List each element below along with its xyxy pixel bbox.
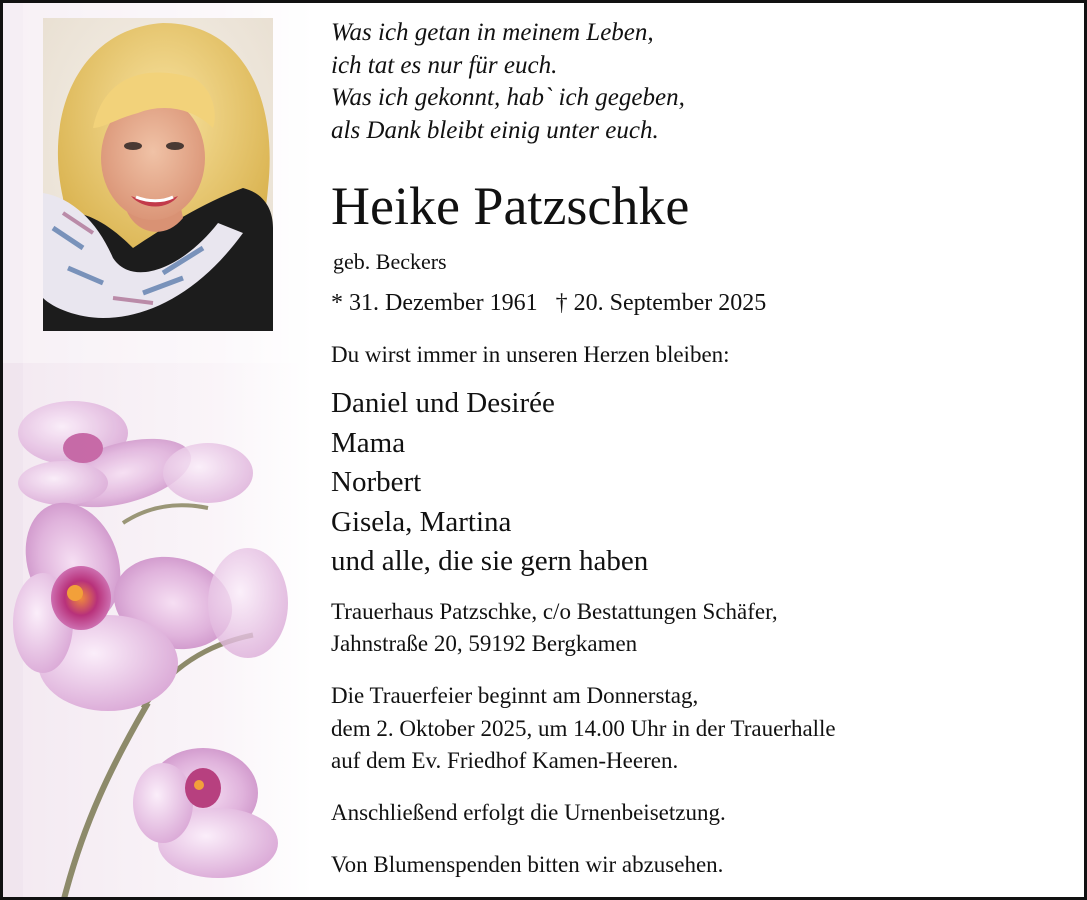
birth-date: * 31. Dezember 1961 xyxy=(331,290,538,316)
mourners-list xyxy=(331,384,648,582)
address-line: Jahnstraße 20, 59192 Bergkamen xyxy=(331,631,638,656)
mourner: und alle, die sie gern haben xyxy=(331,545,649,577)
poem-line: ich tat es nur für euch. xyxy=(331,51,558,79)
mourner: Mama xyxy=(331,426,406,459)
mourner: Norbert xyxy=(331,466,422,498)
mourner: Daniel und Desirée xyxy=(331,387,555,419)
ceremony-line: dem 2. Oktober 2025, um 14.00 Uhr in der Trauerhalle xyxy=(331,715,836,741)
address-line: Trauerhaus Patzschke, c/o Bestattungen Schäfer, xyxy=(331,599,778,624)
ceremony-line: auf dem Ev. Friedhof Kamen-Heeren. xyxy=(331,748,679,773)
flowers-note: Von Blumenspenden bitten wir abzusehen. xyxy=(331,852,724,877)
ceremony-line: Die Trauerfeier beginnt am Donnerstag, xyxy=(331,683,699,708)
life-dates xyxy=(331,287,766,319)
funeral-details xyxy=(331,680,836,778)
poem-line: Was ich gekonnt, hab` ich gegeben, xyxy=(331,84,685,111)
farewell-line: Du wirst immer in unseren Herzen bleiben: xyxy=(331,342,730,367)
portrait-photo xyxy=(43,18,273,331)
poem-line: als Dank bleibt einig unter euch. xyxy=(331,116,659,144)
death-date: † 20. September 2025 xyxy=(555,290,767,316)
poem xyxy=(331,17,685,147)
poem-line: Was ich getan in meinem Leben, xyxy=(331,19,654,46)
birth-name: geb. Beckers xyxy=(333,249,447,274)
mourner: Gisela, Martina xyxy=(331,505,512,538)
mourning-address xyxy=(331,596,778,660)
deceased-name: Heike Patzschke xyxy=(331,176,690,236)
urn-burial-note: Anschließend erfolgt die Urnenbeisetzung. xyxy=(331,800,726,825)
